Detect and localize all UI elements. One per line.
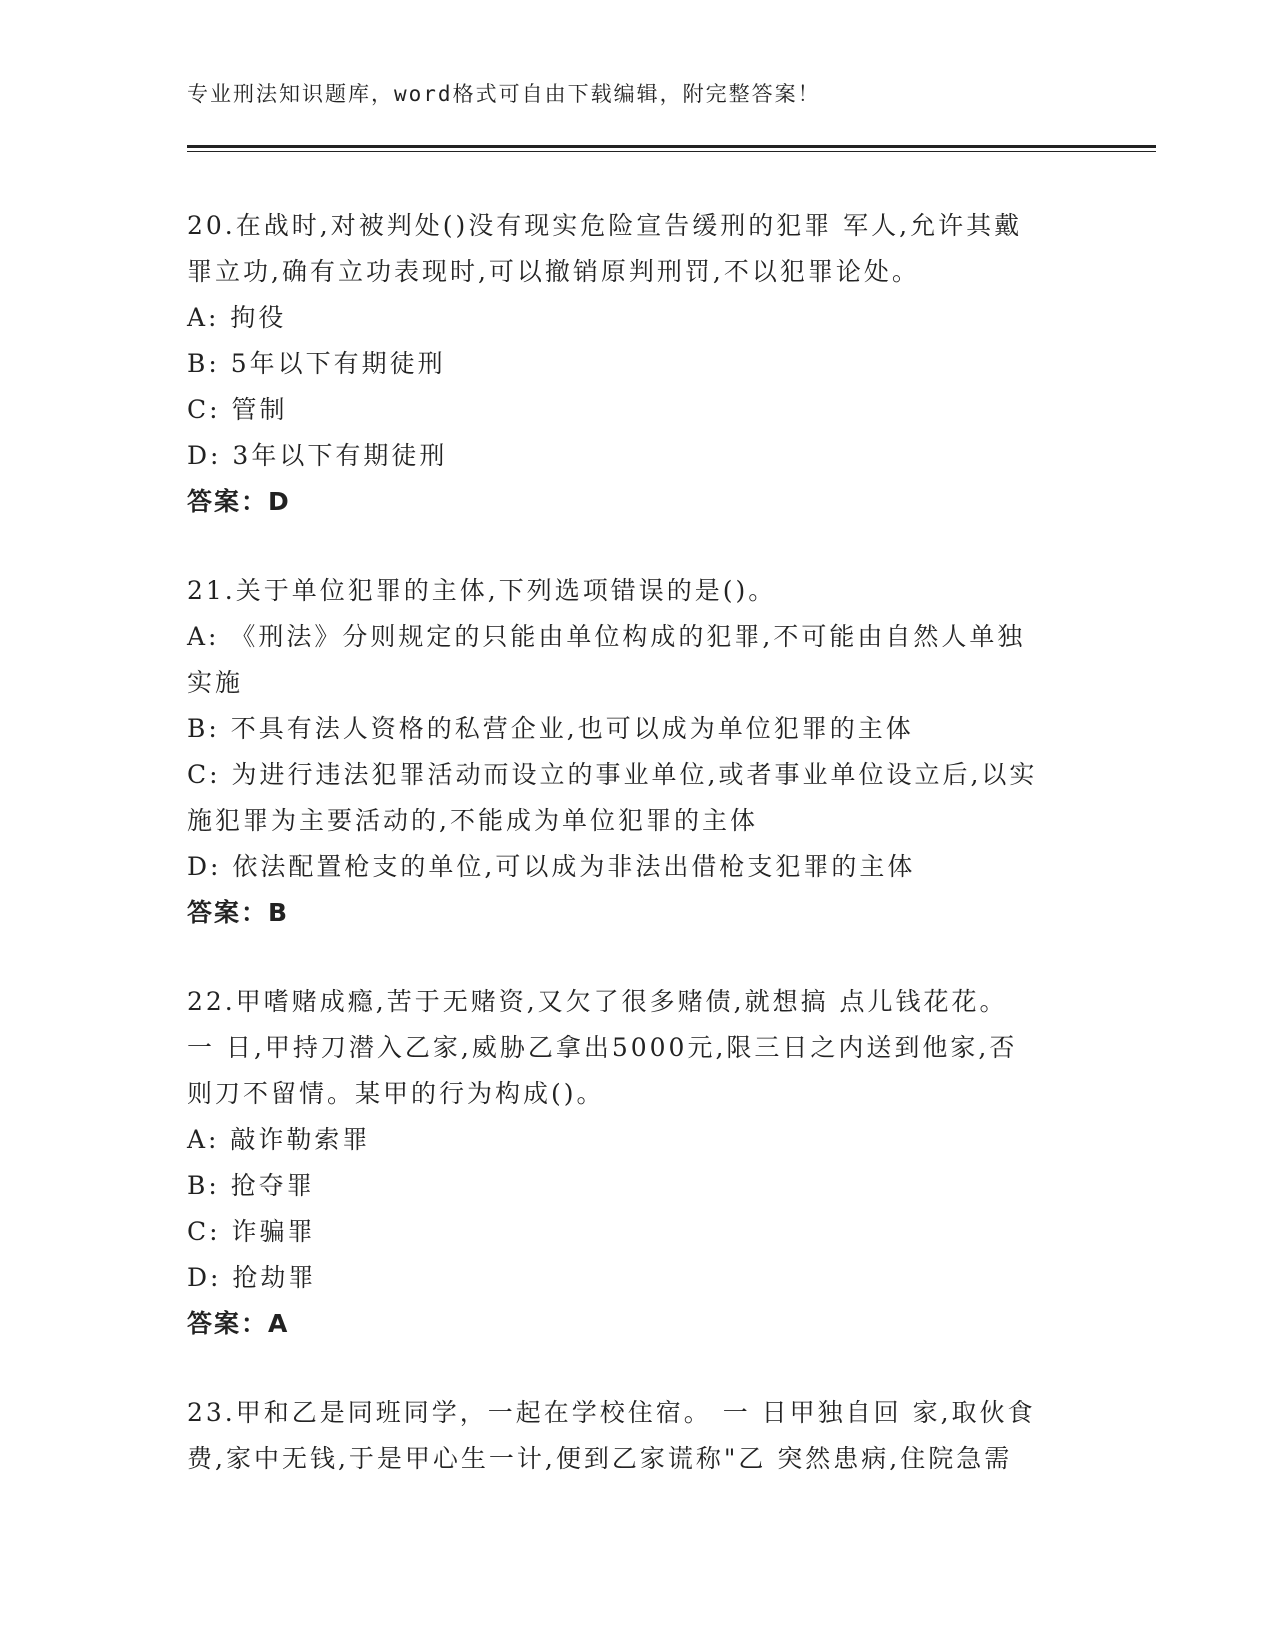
question-22: [187, 979, 1087, 1347]
option-a: A: 敲诈勒索罪: [187, 1125, 371, 1154]
question-stem-line: 则刀不留情。某甲的行为构成()。: [187, 1079, 605, 1108]
option-b: B: 不具有法人资格的私营企业,也可以成为单位犯罪的主体: [187, 714, 914, 743]
option-d: D: 抢劫罪: [187, 1263, 317, 1292]
option-b: B: 抢夺罪: [187, 1171, 315, 1200]
question-stem-line: 21.关于单位犯罪的主体,下列选项错误的是()。: [187, 576, 777, 605]
question-stem-line: 20.在战时,对被判处()没有现实危险宣告缓刑的犯罪 军人,允许其戴: [187, 211, 1023, 240]
question-stem-line: 费,家中无钱,于是甲心生一计,便到乙家谎称"乙 突然患病,住院急需: [187, 1444, 1013, 1473]
option-b: B: 5年以下有期徒刑: [187, 349, 446, 378]
page-header-text: 专业刑法知识题库，word格式可自由下载编辑，附完整答案！: [187, 82, 821, 106]
answer-line: 答案：B: [187, 898, 290, 927]
answer-line: 答案：A: [187, 1309, 290, 1338]
header-divider-thin: [187, 151, 1156, 152]
question-23: [187, 1390, 1087, 1482]
option-a: A: 拘役: [187, 303, 287, 332]
option-c-continued: 施犯罪为主要活动的,不能成为单位犯罪的主体: [187, 806, 758, 835]
option-d: D: 3年以下有期徒刑: [187, 441, 448, 470]
question-stem-line: 22.甲嗜赌成瘾,苦于无赌资,又欠了很多赌债,就想搞 点儿钱花花。: [187, 987, 1008, 1016]
option-c: C: 为进行违法犯罪活动而设立的事业单位,或者事业单位设立后,以实: [187, 760, 1038, 789]
header-divider-thick: [187, 145, 1156, 148]
option-d: D: 依法配置枪支的单位,可以成为非法出借枪支犯罪的主体: [187, 852, 916, 881]
question-stem-line: 23.甲和乙是同班同学，一起在学校住宿。 一 日甲独自回 家,取伙食: [187, 1398, 1036, 1427]
option-c: C: 诈骗罪: [187, 1217, 316, 1246]
question-20: [187, 203, 1087, 525]
question-21: [187, 568, 1087, 936]
option-c: C: 管制: [187, 395, 288, 424]
option-a-continued: 实施: [187, 668, 244, 697]
question-stem-line: 一 日,甲持刀潜入乙家,威胁乙拿出5000元,限三日之内送到他家,否: [187, 1033, 1018, 1062]
question-stem-line: 罪立功,确有立功表现时,可以撤销原判刑罚,不以犯罪论处。: [187, 257, 920, 286]
answer-line: 答案：D: [187, 487, 291, 516]
question-list: [187, 203, 1087, 1525]
option-a: A: 《刑法》分则规定的只能由单位构成的犯罪,不可能由自然人单独: [187, 622, 1026, 651]
